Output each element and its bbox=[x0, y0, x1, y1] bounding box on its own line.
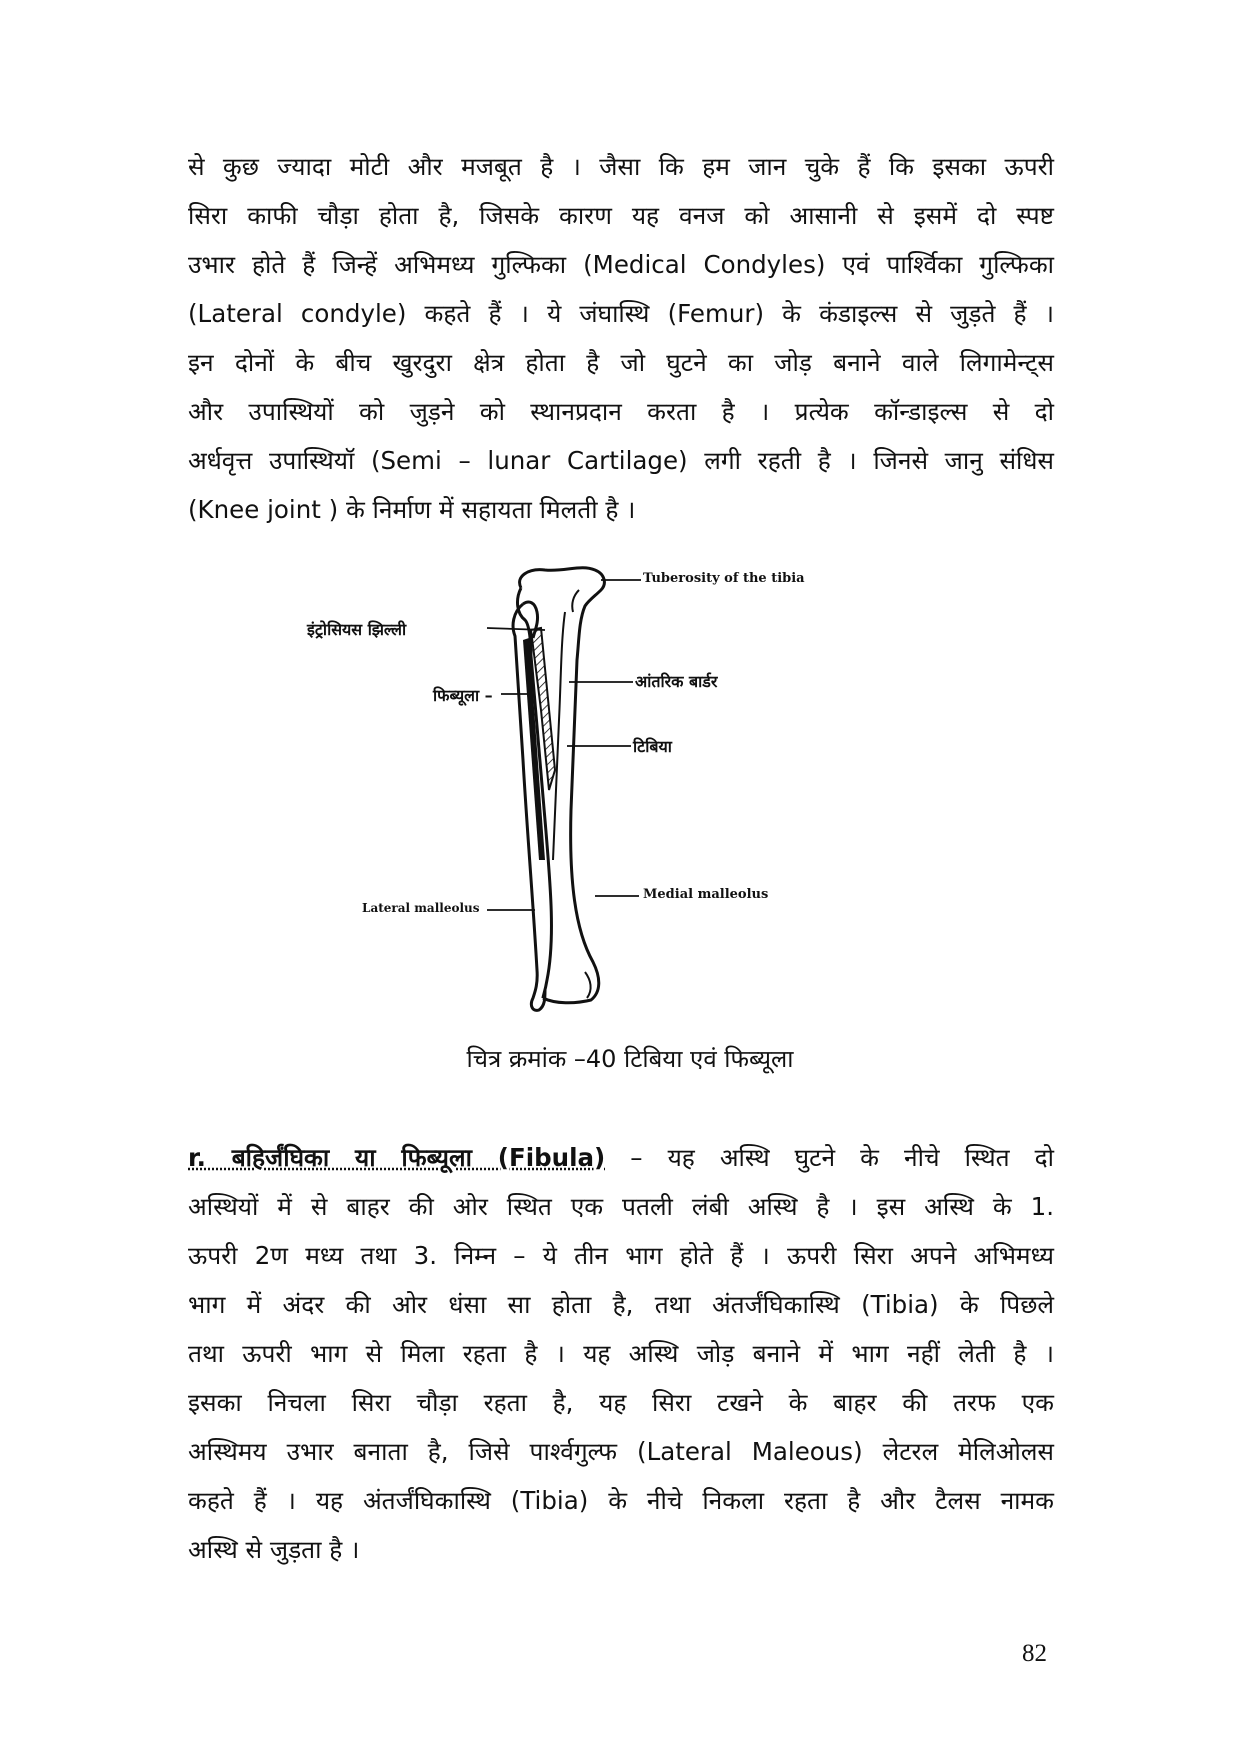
text-line: तथा ऊपरी भाग से मिला रहता है । यह अस्थि जोड़ बनाने में भाग नहीं लेती है । bbox=[188, 1339, 1054, 1368]
text-line: (Lateral condyle) कहते हैं । ये जंघास्थि (Femur) के कंडाइल्स से जुड़ते हैं । bbox=[188, 299, 1054, 328]
tibia-fibula-figure bbox=[307, 560, 875, 1040]
paragraph-tibia-description bbox=[188, 142, 1054, 534]
text-line-with-heading bbox=[188, 1133, 1054, 1182]
text-line: सिरा काफी चौड़ा होता है, जिसके कारण यह वनज को आसानी से इसमें दो स्पष्ट bbox=[188, 201, 1054, 230]
section-heading-fibula: r. बहिर्जंघिका या फिब्यूला (Fibula) bbox=[188, 1143, 606, 1172]
page-number: 82 bbox=[1022, 1640, 1047, 1667]
text-line: अस्थियों में से बाहर की ओर स्थित एक पतली लंबी अस्थि है । इस अस्थि के 1. bbox=[188, 1192, 1054, 1221]
label-medial-malleolus: Medial malleolus bbox=[643, 887, 769, 902]
text-line: से कुछ ज्यादा मोटी और मजबूत है । जैसा कि हम जान चुके हैं कि इसका ऊपरी bbox=[188, 152, 1054, 181]
text-line: (Knee joint ) के निर्माण में सहायता मिलती है । bbox=[188, 495, 636, 524]
label-interosseous-membrane: इंट्रोसियस झिल्ली bbox=[307, 620, 407, 639]
label-tibia: टिबिया bbox=[633, 737, 672, 756]
text-line: अर्धवृत्त उपास्थियॉ (Semi – lunar Cartilage) लगी रहती है । जिनसे जानु संधिस bbox=[188, 446, 1054, 475]
text-line: अस्थि से जुड़ता है । bbox=[188, 1535, 360, 1564]
text-line-rest: – यह अस्थि घुटने के नीचे स्थित दो bbox=[605, 1143, 1054, 1172]
text-line: इन दोनों के बीच खुरदुरा क्षेत्र होता है जो घुटने का जोड़ बनाने वाले लिगामेन्ट्स bbox=[188, 348, 1054, 377]
bone-drawing bbox=[395, 560, 875, 1040]
figure-caption: चित्र क्रमांक –40 टिबिया एवं फिब्यूला bbox=[466, 1045, 794, 1073]
text-line: कहते हैं । यह अंतर्जंघिकास्थि (Tibia) के नीचे निकला रहता है और टैलस नामक bbox=[188, 1486, 1054, 1515]
label-fibula: फिब्यूला – bbox=[433, 686, 493, 705]
text-line: और उपास्थियों को जुड़ने को स्थानप्रदान करता है । प्रत्येक कॉन्डाइल्स से दो bbox=[188, 397, 1054, 426]
paragraph-fibula-description bbox=[188, 1133, 1054, 1574]
label-tuberosity: Tuberosity of the tibia bbox=[643, 571, 805, 586]
text-line: उभार होते हैं जिन्हें अभिमध्य गुल्फिका (Medical Condyles) एवं पार्श्विका गुल्फिका bbox=[188, 250, 1054, 279]
label-inner-border: आंतरिक बार्डर bbox=[635, 672, 718, 691]
text-line: इसका निचला सिरा चौड़ा रहता है, यह सिरा टखने के बाहर की तरफ एक bbox=[188, 1388, 1054, 1417]
label-lateral-malleolus: Lateral malleolus bbox=[362, 901, 480, 915]
text-line: अस्थिमय उभार बनाता है, जिसे पार्श्वगुल्फ (Lateral Maleous) लेटरल मेलिओलस bbox=[188, 1437, 1054, 1466]
text-line: ऊपरी 2ण मध्य तथा 3. निम्न – ये तीन भाग होते हैं । ऊपरी सिरा अपने अभिमध्य bbox=[188, 1241, 1054, 1270]
text-line: भाग में अंदर की ओर धंसा सा होता है, तथा अंतर्जंघिकास्थि (Tibia) के पिछले bbox=[188, 1290, 1054, 1319]
